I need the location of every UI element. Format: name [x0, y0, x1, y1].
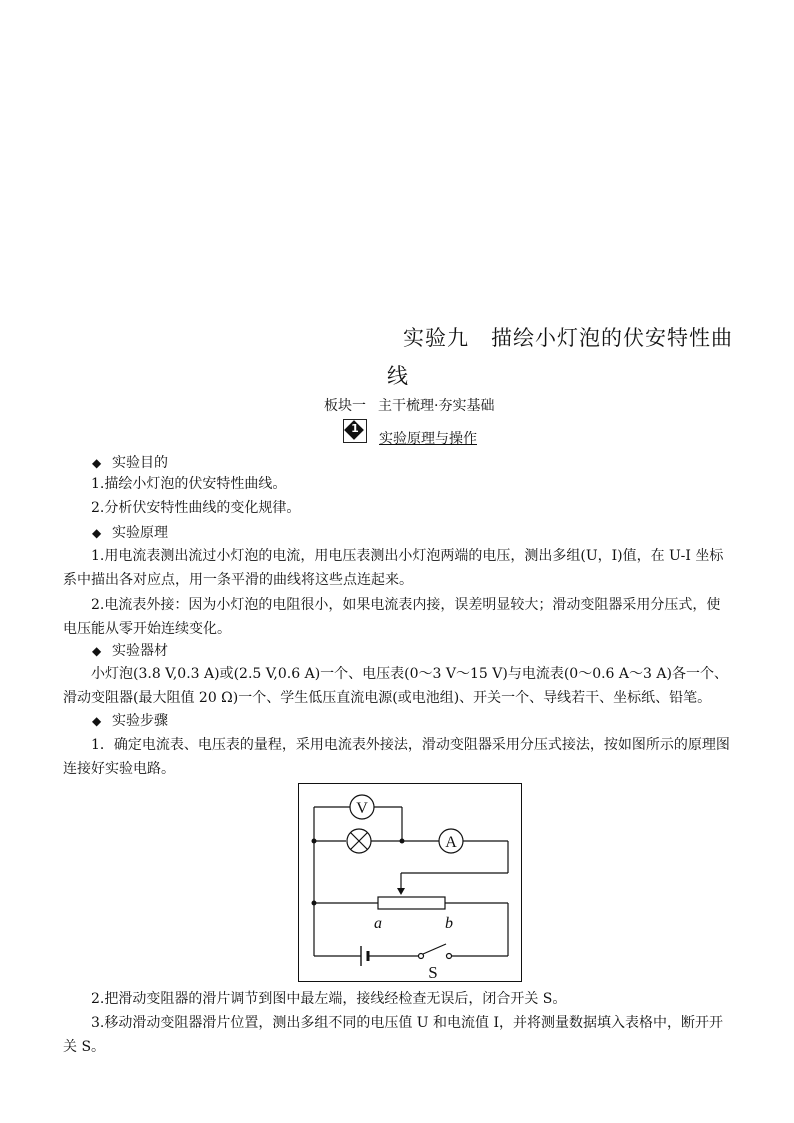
switch-lever: [423, 944, 446, 954]
heading-equipment-text: 实验器材: [112, 643, 168, 659]
purpose-item-2-text: 2.分析伏安特性曲线的变化规律。: [91, 500, 301, 516]
heading-steps-text: 实验步骤: [112, 713, 168, 729]
junction-dot: [400, 839, 405, 844]
rheostat-symbol: [378, 897, 445, 909]
circuit-diagram: [298, 783, 522, 982]
step-item-2-text: 2.把滑动变阻器的滑片调节到图中最左端，接线经检查无误后，闭合开关 S。: [91, 991, 567, 1007]
step-item-2: [63, 987, 731, 1011]
equipment-text-body: 小灯泡(3.8 V,0.3 A)或(2.5 V,0.6 A)一个、电压表(0～3 V～15 V)与电流表(0～0.6 A～3 A)各一个、滑动变阻器(最大阻值 20 Ω)一个、学生低压直流电源(或电池组)、开关一个、导线若干、坐标纸、铅笔。: [63, 666, 728, 706]
section-number: 1: [351, 422, 359, 435]
section-number-badge: [343, 419, 367, 443]
heading-principle-text: 实验原理: [112, 525, 168, 541]
junction-dot: [312, 839, 317, 844]
switch-label: S: [428, 963, 438, 982]
voltmeter-label: V: [356, 800, 368, 817]
page-title: 实验九 描绘小灯泡的伏安特性曲: [403, 326, 733, 350]
module-heading: [324, 395, 494, 415]
slider-arrow: [397, 888, 405, 895]
page-title-continued: 线: [387, 364, 408, 388]
switch-contact: [419, 954, 424, 959]
heading-purpose-text: 实验目的: [112, 455, 168, 471]
bullet-diamond-icon: ◆: [92, 644, 102, 658]
module-label: 板块一: [324, 398, 366, 414]
diagram-frame: [299, 784, 522, 982]
principle-item-1-text: 1.用电流表测出流过小灯泡的电流，用电压表测出小灯泡两端的电压，测出多组(U，I)值，在 U-I 坐标系中描出各对应点，用一条平滑的曲线将这些点连起来。: [63, 548, 724, 588]
bullet-diamond-icon: ◆: [92, 714, 102, 728]
heading-equipment: [92, 640, 168, 660]
step-item-3: [63, 1011, 731, 1059]
principle-item-2-text: 2.电流表外接：因为小灯泡的电阻很小，如果电流表内接，误差明显较大；滑动变阻器采用分压式，使电压能从零开始连续变化。: [63, 597, 721, 637]
bullet-diamond-icon: ◆: [92, 526, 102, 540]
module-name: 主干梳理·夯实基础: [378, 398, 495, 414]
step-item-1: [63, 733, 731, 781]
bullet-diamond-icon: ◆: [92, 456, 102, 470]
principle-item-2: [63, 593, 731, 641]
ammeter-label: A: [445, 834, 457, 851]
heading-purpose: [92, 452, 168, 472]
step-item-1-text: 1．确定电流表、电压表的量程，采用电流表外接法，滑动变阻器采用分压式接法，按如图所示的原理图连接好实验电路。: [63, 737, 730, 777]
section-label: 实验原理与操作: [379, 431, 477, 447]
rheostat-end-a: a: [374, 915, 382, 932]
junction-dot: [312, 901, 317, 906]
switch-contact: [447, 954, 452, 959]
step-item-3-text: 3.移动滑动变阻器滑片位置，测出多组不同的电压值 U 和电流值 I，并将测量数据填入表格中，断开开关 S。: [63, 1015, 724, 1055]
rheostat-end-b: b: [445, 915, 453, 932]
principle-item-1: [63, 544, 731, 592]
purpose-item-1-text: 1.描绘小灯泡的伏安特性曲线。: [91, 476, 287, 492]
equipment-text: [63, 662, 731, 710]
purpose-item-2: [63, 496, 731, 520]
heading-principle: [92, 522, 168, 542]
heading-steps: [92, 710, 168, 730]
purpose-item-1: [63, 472, 731, 496]
